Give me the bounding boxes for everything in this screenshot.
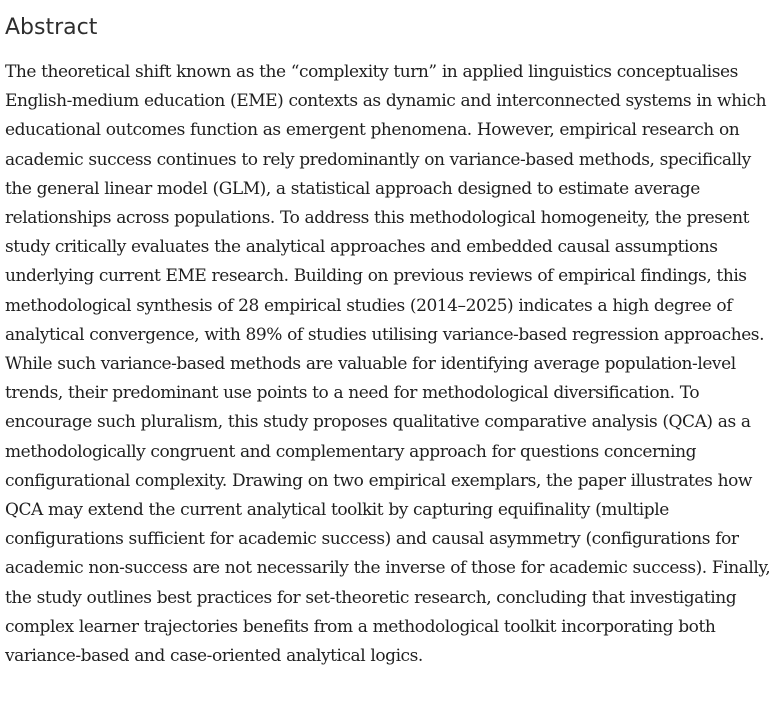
abstract-body: The theoretical shift known as the “complexity turn” in applied linguistics conceptualises English-medium education (EME) contexts as dynamic and interconnected systems in which educational outcomes function as emergent phenomena. However, empirical research on academic success continues to rely predominantly on variance-based methods, specifically the general linear model (GLM), a statistical approach designed to estimate average relationships across populations. To address this methodological homogeneity, the present study critically evaluates the analytical approaches and embedded causal assumptions underlying current EME research. Building on previous reviews of empirical findings, this methodological synthesis of 28 empirical studies (2014–2025) indicates a high degree of analytical convergence, with 89% of studies utilising variance-based regression approaches. While such variance-based methods are valuable for identifying average population-level trends, their predominant use points to a need for methodological diversification. To encourage such pluralism, this study proposes qualitative comparative analysis (QCA) as a methodologically congruent and complementary approach for questions concerning configurational complexity. Drawing on two empirical exemplars, the paper illustrates how QCA may extend the current analytical toolkit by capturing equifinality (multiple configurations sufficient for academic success) and causal asymmetry (configurations for academic non-success are not necessarily the inverse of those for academic success). Finally, the study outlines best practices for set-theoretic research, concluding that investigating complex learner trajectories benefits from a methodological toolkit incorporating both variance-based and case-oriented analytical logics. [5,62,771,667]
abstract-section [5,12,775,671]
abstract-heading: Abstract [5,15,98,40]
